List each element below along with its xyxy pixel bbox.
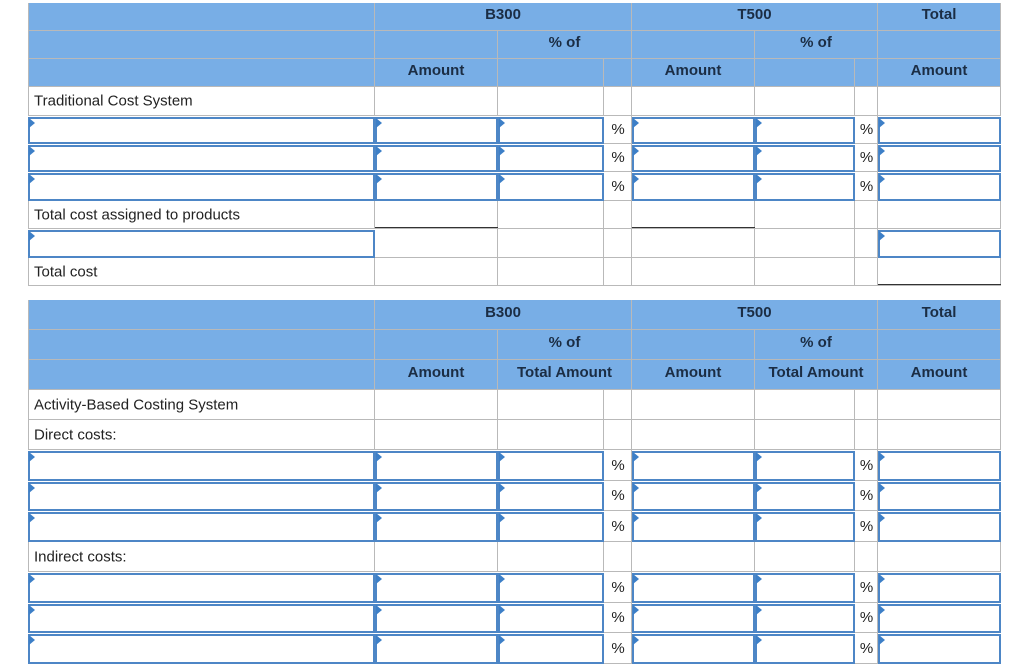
- table-cell: [375, 542, 498, 572]
- table-cell: [755, 390, 855, 420]
- b300-amount-input[interactable]: [375, 573, 498, 603]
- percent-sign: %: [859, 149, 874, 166]
- t500-total-amount-header: Total Amount: [768, 364, 864, 381]
- table-cell: [632, 420, 755, 450]
- header-cell: [755, 59, 855, 87]
- header-cell: [604, 59, 632, 87]
- line-item-label-input[interactable]: [28, 634, 375, 664]
- header-total-amount: [498, 360, 632, 390]
- header-b300: [375, 300, 632, 330]
- table-cell: [855, 542, 878, 572]
- percent-sign: %: [611, 609, 625, 626]
- t500-amount-header: Amount: [664, 62, 722, 79]
- line-item-label-input[interactable]: [28, 604, 375, 633]
- header-t500: [632, 3, 878, 31]
- b300-pct-of-header: % of: [548, 334, 581, 351]
- total-amount-input[interactable]: [878, 173, 1001, 201]
- b300-percent-input[interactable]: [498, 117, 604, 144]
- table-cell: [604, 87, 632, 116]
- header-cell: [28, 3, 375, 31]
- table-cell: [755, 542, 855, 572]
- t500-amount-input[interactable]: [632, 573, 755, 603]
- table-cell: [498, 87, 604, 116]
- header-cell: [28, 31, 375, 59]
- table-cell: [878, 258, 1001, 286]
- table-cell: [375, 229, 498, 258]
- table-cell: [604, 390, 632, 420]
- percent-sign: %: [611, 121, 625, 138]
- header-cell: [878, 330, 1001, 360]
- table-cell: [28, 201, 375, 229]
- b300-amount-input[interactable]: [375, 482, 498, 511]
- t500-amount-input[interactable]: [632, 604, 755, 633]
- table-cell: [855, 390, 878, 420]
- t500-percent-input[interactable]: [755, 173, 855, 201]
- table-cell: [498, 420, 604, 450]
- total-amount-header: Amount: [910, 62, 968, 79]
- t500-percent-input[interactable]: [755, 634, 855, 664]
- total-cost-amount-input[interactable]: [878, 230, 1001, 258]
- table-cell: [498, 542, 604, 572]
- t500-percent-input[interactable]: [755, 145, 855, 172]
- table-cell: [28, 542, 375, 572]
- percent-sign: %: [611, 639, 625, 657]
- total-cost-label-input[interactable]: [28, 230, 375, 258]
- b300-amount-input[interactable]: [375, 634, 498, 664]
- t500-amount-input[interactable]: [632, 482, 755, 511]
- header-total: [878, 3, 1001, 31]
- b300-amount-input[interactable]: [375, 451, 498, 481]
- b300-header: B300: [485, 6, 521, 23]
- table-cell: [878, 87, 1001, 116]
- table-cell: [375, 201, 498, 229]
- percent-sign: %: [611, 149, 625, 166]
- header-pct-of: [755, 31, 878, 59]
- table-cell: [755, 87, 855, 116]
- t500-percent-input[interactable]: [755, 451, 855, 481]
- table-cell: [28, 258, 375, 286]
- header-pct-of: [755, 330, 878, 360]
- table-cell: [878, 201, 1001, 229]
- table-cell: [375, 258, 498, 286]
- t500-amount-input[interactable]: [632, 451, 755, 481]
- b300-amount-input[interactable]: [375, 145, 498, 172]
- table-cell: [632, 87, 755, 116]
- total-amount-input[interactable]: [878, 634, 1001, 664]
- line-item-label-input[interactable]: [28, 512, 375, 542]
- b300-percent-input[interactable]: [498, 604, 604, 633]
- total-amount-input[interactable]: [878, 451, 1001, 481]
- header-total: [878, 300, 1001, 330]
- total-amount-input[interactable]: [878, 117, 1001, 144]
- abc-system-label: Activity-Based Costing System: [34, 396, 239, 413]
- table-cell: [604, 229, 632, 258]
- percent-sign: %: [859, 639, 874, 657]
- table-cell: [755, 420, 855, 450]
- header-cell: [375, 31, 498, 59]
- total-amount-input[interactable]: [878, 604, 1001, 633]
- table-cell: [28, 420, 375, 450]
- table-cell: [878, 420, 1001, 450]
- table-cell: [28, 87, 375, 116]
- total-amount-input[interactable]: [878, 573, 1001, 603]
- header-cell: [28, 59, 375, 87]
- header-amount: [375, 59, 498, 87]
- header-cell: [855, 59, 878, 87]
- header-cell: [632, 31, 755, 59]
- line-item-label-input[interactable]: [28, 117, 375, 144]
- table-cell: [604, 201, 632, 229]
- percent-sign: %: [859, 609, 874, 626]
- b300-percent-input[interactable]: [498, 482, 604, 511]
- line-item-label-input[interactable]: [28, 573, 375, 603]
- table-cell: [498, 229, 604, 258]
- total-amount-input[interactable]: [878, 145, 1001, 172]
- header-cell: [375, 330, 498, 360]
- header-cell: [28, 300, 375, 330]
- table-cell: [855, 87, 878, 116]
- percent-sign: %: [859, 578, 874, 596]
- table-cell: [855, 229, 878, 258]
- percent-sign: %: [859, 121, 874, 138]
- header-t500: [632, 300, 878, 330]
- header-amount: [375, 360, 498, 390]
- t500-amount-input[interactable]: [632, 173, 755, 201]
- table-cell: [632, 390, 755, 420]
- header-amount: [632, 360, 755, 390]
- total-amount-input[interactable]: [878, 482, 1001, 511]
- b300-pct-of-header: % of: [548, 34, 581, 51]
- table-cell: [632, 542, 755, 572]
- t500-percent-input[interactable]: [755, 117, 855, 144]
- b300-percent-input[interactable]: [498, 145, 604, 172]
- header-total-amount: [755, 360, 878, 390]
- table-cell: [855, 258, 878, 286]
- header-cell: [28, 360, 375, 390]
- table-cell: [878, 542, 1001, 572]
- table-cell: [498, 201, 604, 229]
- total-assigned-label: Total cost assigned to products: [34, 206, 240, 223]
- percent-sign: %: [611, 578, 625, 596]
- line-item-label-input[interactable]: [28, 173, 375, 201]
- b300-total-amount-header: Total Amount: [517, 364, 612, 381]
- table-cell: [604, 420, 632, 450]
- table-cell: [878, 390, 1001, 420]
- percent-sign: %: [611, 456, 625, 474]
- table-cell: [632, 258, 755, 286]
- table-cell: [375, 420, 498, 450]
- t500-amount-input[interactable]: [632, 512, 755, 542]
- table-cell: [755, 201, 855, 229]
- percent-sign: %: [859, 487, 874, 504]
- t500-pct-of-header: % of: [800, 334, 832, 351]
- b300-header: B300: [485, 304, 521, 321]
- table-cell: [632, 201, 755, 229]
- line-item-label-input[interactable]: [28, 482, 375, 511]
- table-cell: [375, 87, 498, 116]
- table-cell: [855, 201, 878, 229]
- b300-amount-input[interactable]: [375, 173, 498, 201]
- table-cell: [375, 390, 498, 420]
- header-cell: [498, 59, 604, 87]
- percent-sign: %: [859, 177, 874, 195]
- header-b300: [375, 3, 632, 31]
- t500-header: T500: [737, 6, 772, 23]
- b300-amount-header: Amount: [407, 62, 465, 79]
- table-cell: [755, 258, 855, 286]
- t500-amount-header: Amount: [664, 364, 722, 381]
- header-cell: [632, 330, 755, 360]
- table-cell: [498, 258, 604, 286]
- table-cell: [604, 258, 632, 286]
- table-cell: [755, 229, 855, 258]
- b300-amount-input[interactable]: [375, 604, 498, 633]
- t500-amount-input[interactable]: [632, 117, 755, 144]
- header-amount: [878, 59, 1001, 87]
- header-pct-of: [498, 31, 632, 59]
- table-cell: [632, 229, 755, 258]
- t500-amount-input[interactable]: [632, 634, 755, 664]
- t500-percent-input[interactable]: [755, 512, 855, 542]
- t500-percent-input[interactable]: [755, 604, 855, 633]
- t500-percent-input[interactable]: [755, 573, 855, 603]
- total-header: Total: [921, 6, 957, 23]
- b300-amount-header: Amount: [407, 364, 465, 381]
- direct-costs-label: Direct costs:: [34, 426, 117, 443]
- traditional-system-label: Traditional Cost System: [34, 92, 193, 110]
- t500-amount-input[interactable]: [632, 145, 755, 172]
- b300-percent-input[interactable]: [498, 634, 604, 664]
- header-pct-of: [498, 330, 632, 360]
- header-cell: [878, 31, 1001, 59]
- total-cost-label: Total cost: [34, 263, 98, 280]
- table-cell: [28, 390, 375, 420]
- percent-sign: %: [859, 456, 874, 474]
- header-cell: [28, 330, 375, 360]
- table-cell: [855, 420, 878, 450]
- total-amount-header: Amount: [910, 364, 968, 381]
- header-amount: [632, 59, 755, 87]
- percent-sign: %: [611, 517, 625, 535]
- t500-header: T500: [737, 304, 772, 321]
- b300-percent-input[interactable]: [498, 573, 604, 603]
- percent-sign: %: [611, 177, 625, 195]
- percent-sign: %: [611, 487, 625, 504]
- t500-pct-of-header: % of: [800, 34, 832, 51]
- table-separator: [0, 286, 1024, 300]
- line-item-label-input[interactable]: [28, 451, 375, 481]
- b300-amount-input[interactable]: [375, 512, 498, 542]
- b300-amount-input[interactable]: [375, 117, 498, 144]
- t500-percent-input[interactable]: [755, 482, 855, 511]
- total-header: Total: [921, 304, 957, 321]
- line-item-label-input[interactable]: [28, 145, 375, 172]
- table-cell: [498, 390, 604, 420]
- total-amount-input[interactable]: [878, 512, 1001, 542]
- percent-sign: %: [859, 517, 874, 535]
- header-amount: [878, 360, 1001, 390]
- indirect-costs-label: Indirect costs:: [34, 548, 127, 565]
- b300-percent-input[interactable]: [498, 451, 604, 481]
- table-cell: [604, 542, 632, 572]
- b300-percent-input[interactable]: [498, 512, 604, 542]
- b300-percent-input[interactable]: [498, 173, 604, 201]
